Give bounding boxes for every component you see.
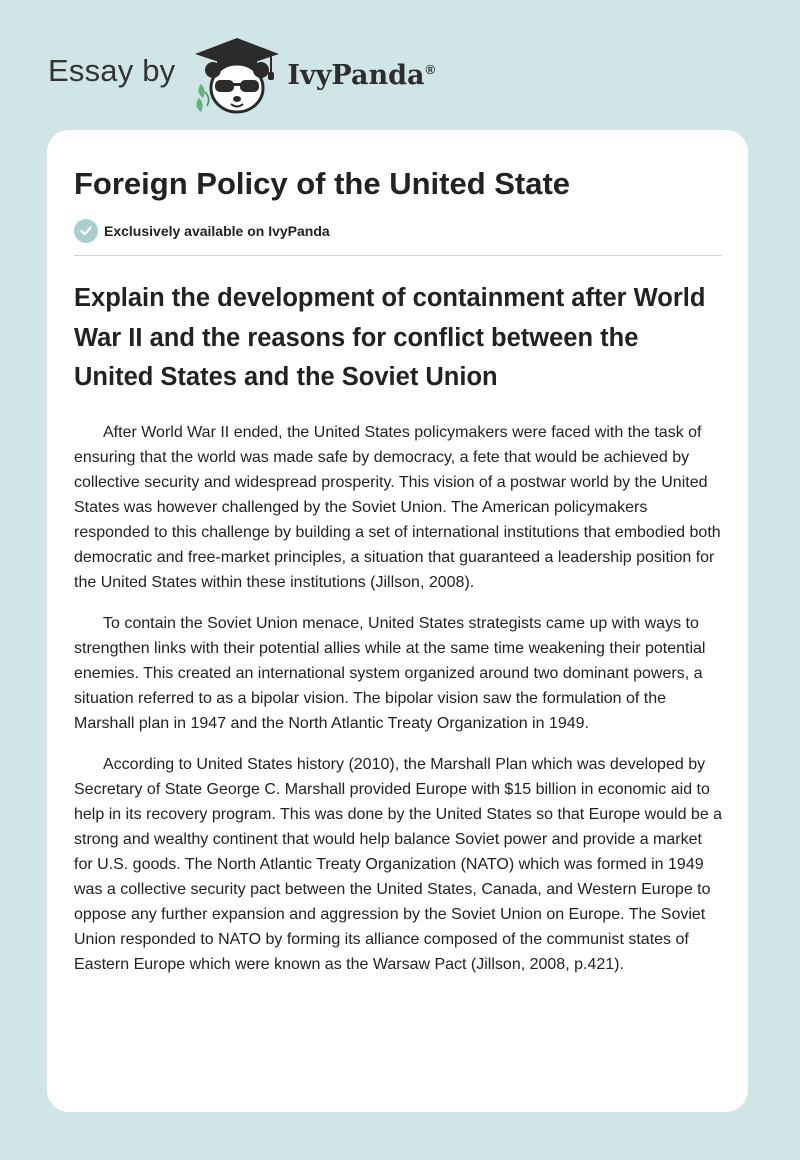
paragraph: To contain the Soviet Union menace, United States strategists came up with ways to strengthen links with their potential allies while at the same time weakening their potential enemies. This created an international system organized around two dominant powers, a situation referred to as a bipolar vision. The bipolar vision saw the formulation of the Marshall plan in 1947 and the North Atlantic Treaty Organization in 1949.: [74, 614, 706, 732]
site-header: [48, 36, 435, 116]
registered-mark: ®: [425, 61, 436, 77]
exclusive-badge-label: Exclusively available on IvyPanda: [104, 223, 330, 239]
panda-graduate-logo-icon: [191, 36, 283, 116]
brand-name: [287, 60, 435, 91]
essay-card: [47, 130, 748, 1112]
panda-logo-icon[interactable]: [191, 36, 283, 116]
brand-name-text: IvyPanda: [287, 59, 425, 91]
essay-by-label: Essay by: [48, 53, 176, 88]
essay-body: [74, 420, 724, 977]
exclusive-badge: [74, 219, 722, 243]
paragraph: After World War II ended, the United States policymakers were faced with the task of ensuring that the world was made safe by democracy, a fete that would be achieved by collective security and widespread prosperity. This vision of a postwar world by the United States was however challenged by the Soviet Union. The American policymakers responded to this challenge by building a set of international institutions that embodied both democratic and free-market principles, a situation that guaranteed a leadership position for the United States within these institutions (Jillson, 2008).: [74, 423, 721, 591]
essay-question-heading: Explain the development of containment after World War II and the reasons for conflict between the United States and the Soviet Union: [74, 284, 706, 391]
divider: [74, 255, 722, 256]
paragraph: According to United States history (2010), the Marshall Plan which was developed by Secretary of State George C. Marshall provided Europe with $15 billion in economic aid to help in its recovery program. This was done by the United States so that Europe would be a strong and wealthy continent that would help balance Soviet power and provide a market for U.S. goods. The North Atlantic Treaty Organization (NATO) which was formed in 1949 was a collective security pact between the United States, Canada, and Western Europe to oppose any further expansion and aggression by the Soviet Union on Europe. The Soviet Union responded to NATO by forming its alliance composed of the communist states of Eastern Europe which were known as the Warsaw Pact (Jillson, 2008, p.421).: [74, 755, 723, 973]
essay-title: Foreign Policy of the United State: [74, 166, 571, 201]
check-circle-icon: [74, 219, 98, 243]
